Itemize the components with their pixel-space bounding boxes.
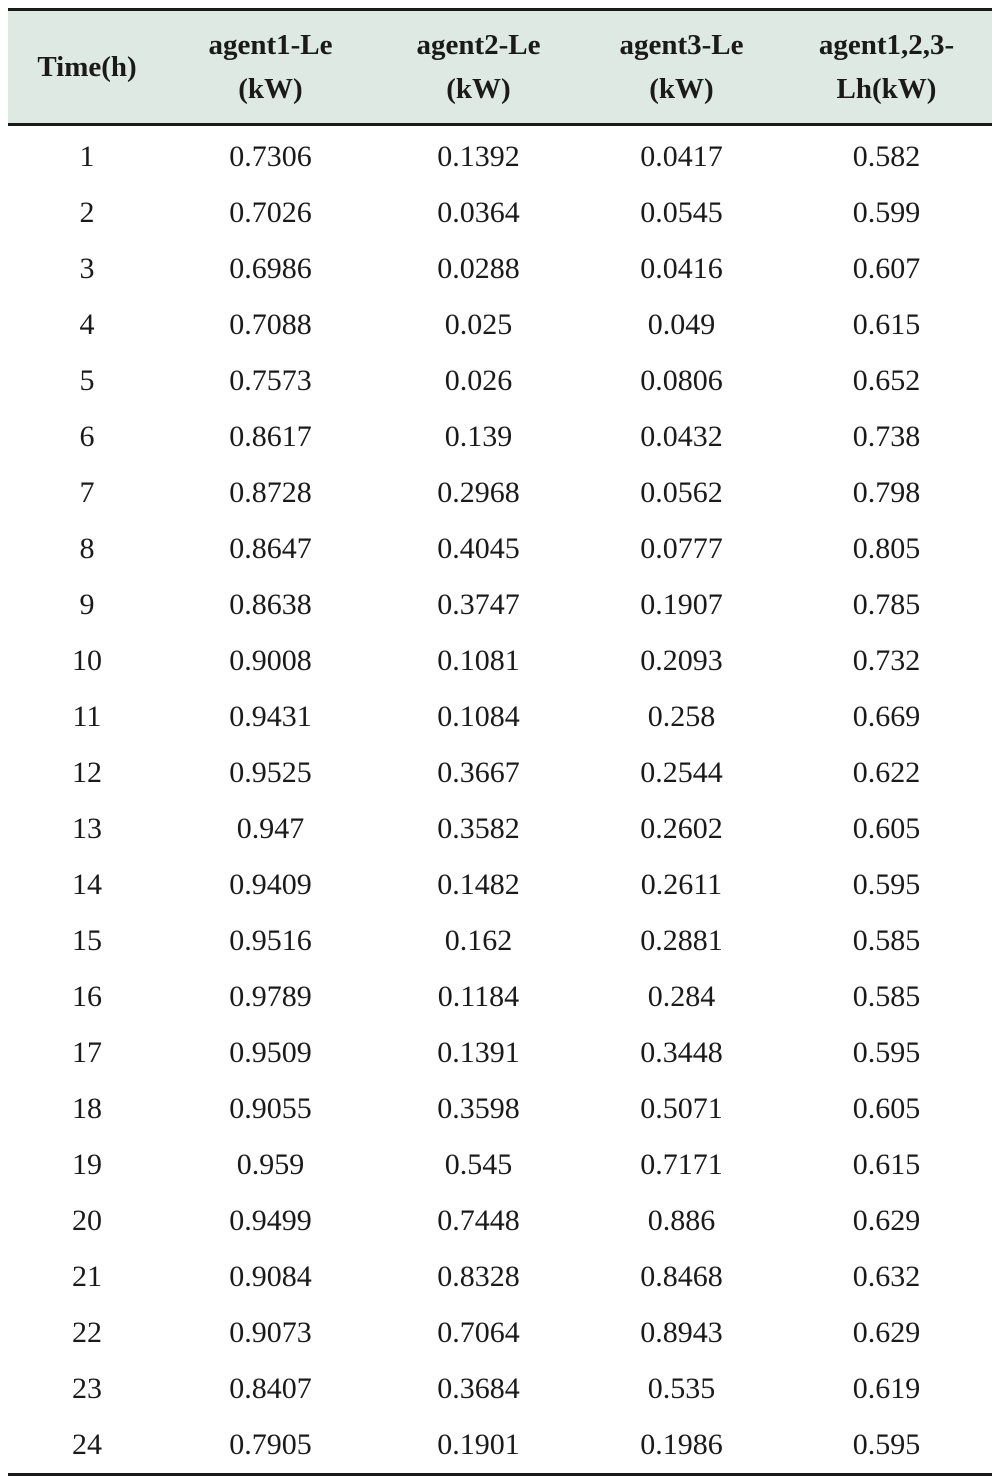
time-cell: 21 [72,1260,102,1293]
value-cell: 0.0545 [640,196,723,229]
value-cell: 0.8617 [229,420,312,453]
value-cell: 0.8728 [229,476,312,509]
value-cell: 0.258 [647,700,716,733]
value-cell: 0.3448 [640,1036,723,1069]
table-row [8,185,992,241]
value-cell: 0.9525 [229,756,312,789]
value-cell: 0.615 [852,308,921,341]
value-cell: 0.284 [647,980,716,1013]
table-row [8,1137,992,1193]
value-cell: 0.669 [852,700,921,733]
table-body [8,125,992,1475]
table-row [8,521,992,577]
column-header [166,10,375,125]
value-cell: 0.2602 [640,812,723,845]
value-cell: 0.9499 [229,1204,312,1237]
table-row [8,801,992,857]
table-row [8,1249,992,1305]
column-header-line: agent2-Le [416,29,541,61]
value-cell: 0.7573 [229,364,312,397]
value-cell: 0.9509 [229,1036,312,1069]
value-cell: 0.2611 [640,868,723,901]
value-cell: 0.595 [852,1036,921,1069]
value-cell: 0.4045 [437,532,520,565]
time-cell: 24 [8,1417,166,1475]
time-cell: 17 [72,1036,102,1069]
value-cell: 0.785 [852,588,921,621]
value-cell: 0.607 [852,252,921,285]
value-cell: 0.0417 [640,139,723,173]
table-row [8,1025,992,1081]
value-cell: 0.599 [852,196,921,229]
value-cell: 0.652 [852,364,921,397]
value-cell: 0.605 [852,812,921,845]
column-header [375,10,582,125]
table-row [8,1193,992,1249]
value-cell: 0.622 [852,756,921,789]
value-cell: 0.162 [444,924,513,957]
value-cell: 0.9516 [229,924,312,957]
time-cell: 3 [79,252,95,285]
data-table-container [8,8,992,1476]
table-row [8,353,992,409]
value-cell: 0.9431 [229,700,312,733]
value-cell: 0.8468 [640,1260,723,1293]
table-row [8,577,992,633]
header-row [8,10,992,125]
time-cell: 7 [79,476,95,509]
value-cell: 0.7026 [229,196,312,229]
value-cell: 0.798 [852,476,921,509]
value-cell: 0.5071 [640,1092,723,1125]
value-cell: 0.629 [852,1316,921,1349]
table-row [8,1361,992,1417]
time-cell: 11 [72,700,102,733]
value-cell: 0.7088 [229,308,312,341]
value-cell: 0.3667 [437,756,520,789]
value-cell: 0.0562 [640,476,723,509]
value-cell: 0.3598 [437,1092,520,1125]
column-header [8,10,166,125]
table-row [8,913,992,969]
value-cell: 0.7171 [640,1148,723,1181]
value-cell: 0.585 [852,924,921,957]
value-cell: 0.7448 [437,1204,520,1237]
value-cell: 0.1392 [437,139,520,173]
value-cell: 0.7064 [437,1316,520,1349]
time-cell: 18 [72,1092,102,1125]
time-cell: 12 [72,756,102,789]
value-cell: 0.0364 [437,196,520,229]
time-cell: 19 [72,1148,102,1181]
value-cell: 0.1907 [640,588,723,621]
table-row [8,409,992,465]
time-cell: 9 [79,588,95,621]
value-cell: 0.0432 [640,420,723,453]
value-cell: 0.8647 [229,532,312,565]
value-cell: 0.1482 [437,868,520,901]
table-row [8,125,992,186]
table-row [8,241,992,297]
value-cell: 0.8407 [229,1372,312,1405]
time-cell: 10 [72,644,102,677]
value-cell: 0.2544 [640,756,723,789]
time-cell: 8 [79,532,95,565]
table-row [8,297,992,353]
time-cell: 2 [79,196,95,229]
value-cell: 0.9073 [229,1316,312,1349]
time-cell: 5 [79,364,95,397]
time-cell: 22 [72,1316,102,1349]
value-cell: 0.629 [852,1204,921,1237]
value-cell: 0.1986 [582,1417,781,1475]
value-cell: 0.8943 [640,1316,723,1349]
value-cell: 0.7905 [166,1417,375,1475]
table-row [8,1305,992,1361]
value-cell: 0.619 [852,1372,921,1405]
value-cell: 0.025 [444,308,513,341]
column-header-line: (kW) [446,73,511,105]
value-cell: 0.738 [852,420,921,453]
time-cell: 23 [72,1372,102,1405]
value-cell: 0.3582 [437,812,520,845]
value-cell: 0.1081 [437,644,520,677]
value-cell: 0.605 [852,1092,921,1125]
value-cell: 0.9409 [229,868,312,901]
column-header-line: agent3-Le [619,29,744,61]
data-table [8,8,992,1476]
value-cell: 0.9789 [229,980,312,1013]
value-cell: 0.139 [444,420,513,453]
table-row [8,857,992,913]
time-cell: 20 [72,1204,102,1237]
value-cell: 0.1184 [437,980,520,1013]
value-cell: 0.805 [852,532,921,565]
value-cell: 0.582 [852,139,921,173]
value-cell: 0.886 [647,1204,716,1237]
value-cell: 0.2093 [640,644,723,677]
table-row [8,465,992,521]
value-cell: 0.632 [852,1260,921,1293]
value-cell: 0.615 [852,1148,921,1181]
column-header-line: agent1-Le [208,29,333,61]
column-header-line: Time(h) [37,51,137,83]
value-cell: 0.049 [647,308,716,341]
value-cell: 0.2968 [437,476,520,509]
time-cell: 15 [72,924,102,957]
value-cell: 0.595 [781,1417,992,1475]
value-cell: 0.6986 [229,252,312,285]
table-row [8,1081,992,1137]
column-header-line: Lh(kW) [836,73,937,105]
value-cell: 0.3747 [437,588,520,621]
value-cell: 0.959 [236,1148,305,1181]
value-cell: 0.3684 [437,1372,520,1405]
time-cell: 4 [79,308,95,341]
value-cell: 0.947 [236,812,305,845]
value-cell: 0.8328 [437,1260,520,1293]
value-cell: 0.545 [444,1148,513,1181]
table-header [8,10,992,125]
value-cell: 0.1901 [375,1417,582,1475]
value-cell: 0.9055 [229,1092,312,1125]
time-cell: 14 [72,868,102,901]
value-cell: 0.1084 [437,700,520,733]
time-cell: 16 [72,980,102,1013]
value-cell: 0.026 [444,364,513,397]
column-header [582,10,781,125]
value-cell: 0.732 [852,644,921,677]
table-row [8,969,992,1025]
value-cell: 0.9084 [229,1260,312,1293]
table-row [8,633,992,689]
value-cell: 0.9008 [229,644,312,677]
value-cell: 0.0806 [640,364,723,397]
table-row [8,689,992,745]
time-cell: 13 [72,812,102,845]
value-cell: 0.2881 [640,924,723,957]
time-cell: 6 [79,420,95,453]
value-cell: 0.585 [852,980,921,1013]
value-cell: 0.535 [647,1372,716,1405]
column-header-line: agent1,2,3- [818,29,955,61]
column-header-line: (kW) [238,73,303,105]
value-cell: 0.1391 [437,1036,520,1069]
value-cell: 0.0416 [640,252,723,285]
table-row [8,1417,992,1475]
column-header [781,10,992,125]
value-cell: 0.0288 [437,252,520,285]
time-cell: 1 [79,139,95,173]
value-cell: 0.7306 [229,139,312,173]
value-cell: 0.595 [852,868,921,901]
table-row [8,745,992,801]
value-cell: 0.8638 [229,588,312,621]
value-cell: 0.0777 [640,532,723,565]
column-header-line: (kW) [649,73,714,105]
